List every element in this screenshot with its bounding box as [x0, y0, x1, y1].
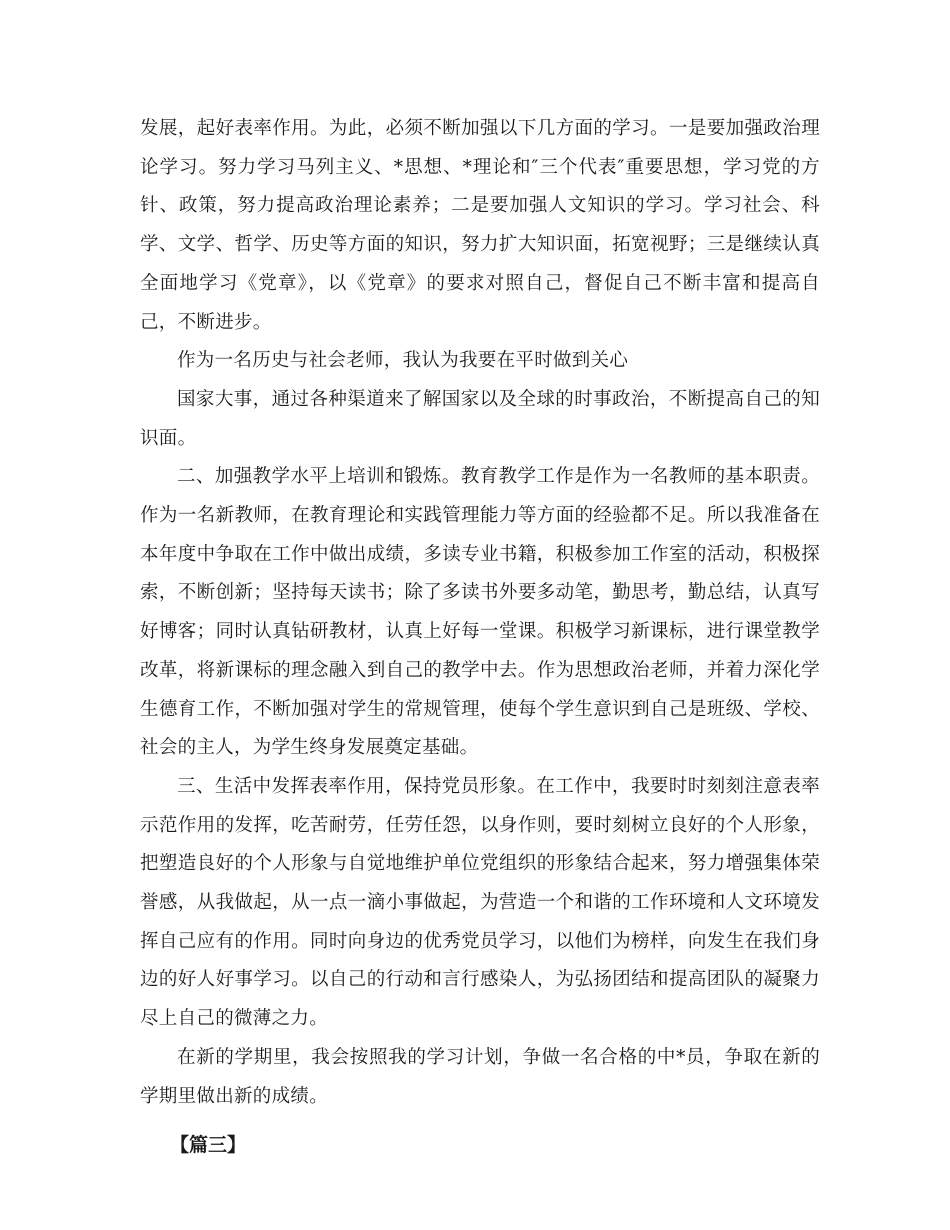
paragraph-2: 作为一名历史与社会老师，我认为我要在平时做到关心	[177, 350, 629, 372]
paragraph-4: 二、加强教学水平上培训和锻炼。教育教学工作是作为一名教师的基本职责。作为一名新教师，在教育理论和实践管理能力等方面的经验都不足。所以我准备在本年度中争取在工作中做出成绩，多读专业书籍，积极参加工作室的活动，积极探索，不断创新；坚持每天读书；除了多读书外要多动笔，勤思考，勤总结，认真写好博客；同时认真钻研教材，认真上好每一堂课。积极学习新课标，进行课堂教学改革，将新课标的理念融入到自己的教学中去。作为思想政治老师，并着力深化学生德育工作，不断加强对学生的常规管理，使每个学生意识到自己是班级、学校、社会的主人，为学生终身发展奠定基础。	[140, 466, 820, 759]
document-body	[140, 110, 820, 1164]
section-heading: 【篇三】	[170, 1134, 247, 1157]
paragraph-1: 发展，起好表率作用。为此，必须不断加强以下几方面的学习。一是要加强政治理论学习。努力学习马列主义、*思想、*理论和″三个代表″重要思想，学习党的方针、政策，努力提高政治理论素养；二是要加强人文知识的学习。学习社会、科学、文学、哲学、历史等方面的知识，努力扩大知识面，拓宽视野；三是继续认真全面地学习《党章》，以《党章》的要求对照自己，督促自己不断丰富和提高自己，不断进步。	[140, 118, 820, 333]
paragraph-6: 在新的学期里，我会按照我的学习计划，争做一名合格的中*员，争取在新的学期里做出新的成绩。	[140, 1046, 820, 1107]
paragraph-3: 国家大事，通过各种渠道来了解国家以及全球的时事政治，不断提高自己的知识面。	[140, 388, 820, 449]
paragraph-5: 三、生活中发挥表率作用，保持党员形象。在工作中，我要时时刻刻注意表率示范作用的发挥，吃苦耐劳，任劳任怨，以身作则，要时刻树立良好的个人形象，把塑造良好的个人形象与自觉地维护单位党组织的形象结合起来，努力增强集体荣誉感，从我做起，从一点一滴小事做起，为营造一个和谐的工作环境和人文环境发挥自己应有的作用。同时向身边的优秀党员学习，以他们为榜样，向发生在我们身边的好人好事学习。以自己的行动和言行感染人，为弘扬团结和提高团队的凝聚力尽上自己的微薄之力。	[140, 775, 820, 1030]
